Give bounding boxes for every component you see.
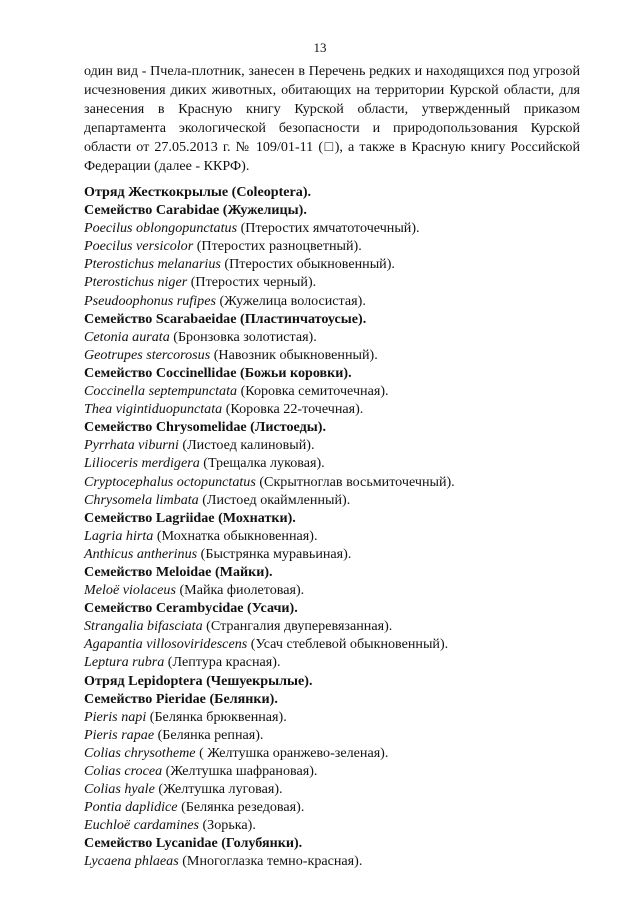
species-russian-name: (Листоед калиновый).: [178, 437, 315, 454]
species-russian-name: (Быстрянка муравьиная).: [197, 545, 352, 562]
species-latin-name: Pontia daplidice: [84, 799, 178, 816]
species-latin-name: Poecilus oblongopunctatus: [84, 220, 238, 237]
species-latin-name: Pterostichus melanarius: [84, 256, 221, 273]
species-line: [84, 454, 584, 472]
species-latin-name: Colias chrysotheme: [84, 744, 196, 761]
species-latin-name: Leptura rubra: [84, 654, 165, 671]
species-line: [84, 292, 584, 310]
species-latin-name: Chrysomela limbata: [84, 491, 199, 508]
species-latin-name: Pieris napi: [84, 708, 147, 725]
species-latin-name: Strangalia bifasciata: [84, 618, 203, 635]
species-latin-name: Pseudoophonus rufipes: [84, 292, 216, 309]
species-line: [84, 744, 584, 762]
species-russian-name: (Майка фиолетовая).: [175, 582, 305, 599]
species-russian-name: (Мохнатка обыкновенная).: [153, 527, 318, 544]
species-latin-name: Anthicus antherinus: [84, 545, 198, 562]
order-heading: Отряд Lepidoptera (Чешуекрылые).: [84, 672, 313, 689]
species-russian-name: (Коровка 22-точечная).: [222, 401, 364, 418]
species-latin-name: Euchloë cardamines: [84, 817, 199, 834]
family-heading: Семейство Pieridae (Белянки).: [84, 690, 278, 707]
species-line: [84, 255, 584, 273]
species-russian-name: (Листоед окаймленный).: [198, 491, 351, 508]
species-line: [84, 816, 584, 834]
species-line: [84, 852, 584, 870]
species-russian-name: (Желтушка шафрановая).: [162, 763, 318, 779]
species-russian-name: (Жужелица волосистая).: [215, 292, 366, 309]
species-line: [84, 545, 584, 563]
page-number: 13: [313, 40, 327, 55]
species-latin-name: Lycaena phlaeas: [84, 853, 179, 870]
species-line: [84, 780, 584, 798]
species-line: [84, 762, 584, 780]
species-russian-name: (Странгалия двуперевязанная).: [202, 618, 393, 635]
species-latin-name: Poecilus versicolor: [84, 238, 194, 255]
species-russian-name: (Скрытноглав восьмиточечный).: [255, 473, 455, 490]
species-line: [84, 237, 584, 255]
species-line: [84, 527, 584, 545]
species-line: [84, 328, 584, 346]
species-line: [84, 617, 584, 635]
species-line: [84, 491, 584, 509]
species-latin-name: Meloë violaceus: [84, 582, 176, 599]
species-russian-name: ( Желтушка оранжево-зеленая).: [195, 744, 389, 761]
species-russian-name: (Белянка репная).: [154, 726, 264, 743]
family-heading: Семейство Chrysomelidae (Листоеды).: [84, 419, 326, 436]
species-latin-name: Pterostichus niger: [84, 274, 188, 291]
species-latin-name: Lilioceris merdigera: [84, 455, 200, 472]
family-heading: Семейство Lagriidae (Мохнатки).: [84, 509, 296, 526]
species-russian-name: (Птеростих ямчатоточечный).: [237, 220, 420, 237]
species-line: [84, 798, 584, 816]
species-line: [84, 581, 584, 599]
species-russian-name: (Птеростих черный).: [187, 274, 317, 291]
species-line: [84, 382, 584, 400]
species-line: [84, 653, 584, 671]
family-heading: Семейство Coccinellidae (Божьи коровки).: [84, 364, 352, 381]
species-latin-name: Colias crocea: [84, 763, 163, 779]
species-latin-name: Coccinella septempunctata: [84, 383, 238, 400]
species-russian-name: (Желтушка луговая).: [154, 781, 283, 798]
species-latin-name: Thea vigintiduopunctata: [84, 401, 223, 418]
family-heading: Семейство Carabidae (Жужелицы).: [84, 202, 307, 219]
species-russian-name: (Зорька).: [198, 817, 256, 834]
species-russian-name: (Белянка брюквенная).: [146, 708, 287, 725]
species-latin-name: Cetonia aurata: [84, 328, 170, 345]
species-line: [84, 219, 584, 237]
species-russian-name: (Лептура красная).: [164, 654, 281, 671]
intro-paragraph: один вид - Пчела-плотник, занесен в Перечень редких и находящихся под угрозой исчезновения диких животных, обитающих на территории Курской области, для занесения в Красную книгу Курской области, утвержденный приказом департамента экологической безопасности и природопользования Курской области от 27.05.2013 г. № 109/01-11 (□), а также в Красную книгу Российской Федерации (далее - ККРФ).: [84, 63, 580, 174]
species-latin-name: Pieris rapae: [84, 726, 155, 743]
family-heading: Семейство Cerambycidae (Усачи).: [84, 600, 298, 617]
species-latin-name: Pyrrhata viburni: [84, 437, 179, 454]
species-russian-name: (Усач стеблевой обыкновенный).: [247, 636, 449, 653]
species-line: [84, 473, 584, 491]
species-line: [84, 346, 584, 364]
species-line: [84, 400, 584, 418]
species-latin-name: Lagria hirta: [84, 527, 154, 544]
species-latin-name: Geotrupes stercorosus: [84, 346, 211, 363]
family-heading: Семейство Lycanidae (Голубянки).: [84, 835, 303, 852]
species-russian-name: (Белянка резедовая).: [177, 799, 305, 816]
species-russian-name: (Коровка семиточечная).: [237, 383, 389, 400]
species-line: [84, 708, 584, 726]
species-list: [84, 183, 584, 871]
species-russian-name: (Бронзовка золотистая).: [169, 328, 317, 345]
species-line: [84, 726, 584, 744]
species-russian-name: (Птеростих разноцветный).: [193, 238, 362, 255]
species-russian-name: (Многоглазка темно-красная).: [178, 853, 363, 870]
order-heading: Отряд Жесткокрылые (Coleoptera).: [84, 184, 312, 200]
species-line: [84, 635, 584, 653]
species-line: [84, 273, 584, 291]
species-russian-name: (Навозник обыкновенный).: [210, 346, 378, 363]
species-russian-name: (Птеростих обыкновенный).: [220, 256, 395, 273]
species-latin-name: Cryptocephalus octopunctatus: [84, 473, 256, 490]
family-heading: Семейство Scarabaeidae (Пластинчатоусые).: [84, 310, 367, 327]
family-heading: Семейство Meloidae (Майки).: [84, 563, 273, 580]
species-line: [84, 436, 584, 454]
species-latin-name: Colias hyale: [84, 781, 155, 798]
species-russian-name: (Трещалка луковая).: [199, 455, 325, 472]
species-latin-name: Agapantia villosoviridescens: [84, 636, 248, 653]
